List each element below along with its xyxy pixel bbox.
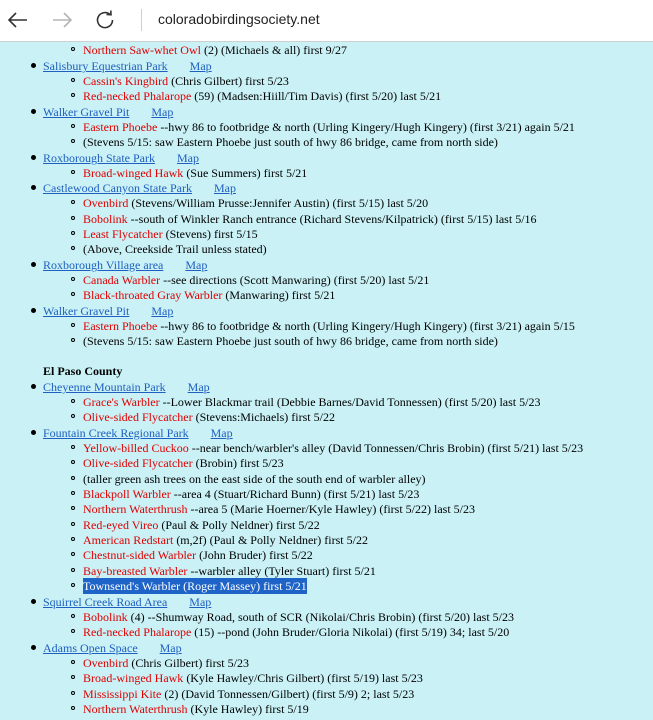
bird-name: Northern Waterthrush	[83, 702, 188, 716]
location-line	[43, 640, 182, 656]
sighting-details: (Above, Creekside Trail unless stated)	[83, 242, 267, 256]
sighting-line	[83, 471, 426, 487]
sighting-details: (Chris Gilbert) first 5/23	[128, 656, 249, 670]
bullet-circle-icon	[71, 292, 75, 296]
bird-name: Cassin's Kingbird	[83, 74, 169, 88]
map-link[interactable]: Map	[177, 151, 199, 165]
bullet-circle-icon	[71, 170, 75, 174]
map-link[interactable]: Map	[210, 426, 233, 440]
back-button[interactable]	[5, 8, 31, 32]
bullet-circle-icon	[71, 491, 75, 495]
location-link[interactable]: Castlewood Canyon State Park	[43, 181, 192, 195]
bird-name: Ovenbird	[83, 196, 129, 210]
sighting-line	[83, 547, 313, 563]
bullet-circle-icon	[71, 216, 75, 220]
sighting-details: --south of Winkler Ranch entrance (Richard Stevens/Kilpatrick) (first 5/15) last 5/16	[127, 212, 537, 226]
bird-name: Red-necked Phalarope	[83, 89, 192, 103]
bird-name: Eastern Phoebe	[83, 120, 158, 134]
bullet-disc-icon	[31, 430, 36, 435]
bullet-circle-icon	[71, 414, 75, 418]
sighting-line	[83, 486, 419, 502]
map-link[interactable]: Map	[159, 641, 182, 655]
bird-name: Red-eyed Vireo	[83, 518, 159, 532]
bird-name: Black-throated Gray Warbler	[83, 288, 223, 302]
bullet-disc-icon	[31, 308, 36, 313]
toolbar-separator	[141, 9, 142, 31]
sighting-details: (Sue Summers) first 5/21	[183, 166, 308, 180]
map-link[interactable]: Map	[151, 105, 174, 119]
location-line	[43, 150, 199, 166]
bullet-circle-icon	[71, 93, 75, 97]
sighting-details: (Stevens 5/15: saw Eastern Phoebe just south of hwy 86 bridge, came from north side)	[83, 135, 498, 149]
bird-name: Townsend's Warbler	[83, 579, 181, 593]
sighting-details: (Stevens 5/15: saw Eastern Phoebe just south of hwy 86 bridge, came from north side)	[83, 334, 498, 348]
bullet-circle-icon	[71, 78, 75, 82]
back-arrow-icon	[7, 11, 29, 29]
location-link[interactable]: Adams Open Space	[43, 641, 138, 655]
selected-sighting-line	[83, 578, 307, 594]
page-content	[0, 42, 653, 720]
sighting-details: (59) (Madsen:Hiill/Tim Davis) (first 5/20) last 5/21	[191, 89, 442, 103]
sighting-line	[83, 333, 498, 349]
bullet-disc-icon	[31, 109, 36, 114]
bullet-circle-icon	[71, 614, 75, 618]
sighting-details: --area 4 (Stuart/Richard Bunn) (first 5/21) last 5/23	[170, 487, 420, 501]
sighting-line	[83, 501, 475, 517]
location-link[interactable]: Fountain Creek Regional Park	[43, 426, 189, 440]
sighting-line	[83, 318, 575, 334]
sighting-details: (Manwaring) first 5/21	[222, 288, 336, 302]
bullet-circle-icon	[71, 476, 75, 480]
bird-name: Chestnut-sided Warbler	[83, 548, 197, 562]
sighting-details: (Kyle Hawley) first 5/19	[187, 702, 309, 716]
sighting-details: (Chris Gilbert) first 5/23	[168, 74, 289, 88]
map-link[interactable]: Map	[189, 59, 212, 73]
location-link[interactable]: Roxborough State Park	[43, 151, 155, 165]
bullet-circle-icon	[71, 629, 75, 633]
location-link[interactable]: Salisbury Equestrian Park	[43, 59, 168, 73]
sighting-line	[83, 455, 284, 471]
location-link[interactable]: Cheyenne Mountain Park	[43, 380, 166, 394]
bullet-circle-icon	[71, 139, 75, 143]
location-line	[43, 379, 210, 395]
sighting-line	[83, 701, 309, 717]
forward-button[interactable]	[49, 8, 75, 32]
sighting-line	[83, 670, 423, 686]
sighting-details: (Brobin) first 5/23	[192, 456, 284, 470]
bird-name: Ovenbird	[83, 656, 129, 670]
sighting-details: (Stevens/William Prusse:Jennifer Austin) (first 5/15) last 5/20	[128, 196, 429, 210]
sighting-details: --see directions (Scott Manwaring) (first 5/20) last 5/21	[160, 273, 430, 287]
sighting-line	[83, 624, 509, 640]
bird-name: Yellow-billed Cuckoo	[83, 441, 189, 455]
bullet-disc-icon	[31, 384, 36, 389]
sighting-details: (15) --pond (John Bruder/Gloria Nikolai) (first 5/19) 34; last 5/20	[191, 625, 510, 639]
sighting-line	[83, 226, 258, 242]
sighting-line	[83, 88, 441, 104]
bird-name: Bobolink	[83, 610, 128, 624]
bird-name: American Redstart	[83, 533, 174, 547]
sighting-details: --hwy 86 to footbridge & north (Urling Kingery/Hugh Kingery) (first 3/21) again 5/21	[157, 120, 575, 134]
sighting-line	[83, 134, 498, 150]
sighting-details: (John Bruder) first 5/22	[196, 548, 313, 562]
bullet-disc-icon	[31, 599, 36, 604]
forward-arrow-icon	[51, 11, 73, 29]
bullet-disc-icon	[31, 185, 36, 190]
bullet-circle-icon	[71, 338, 75, 342]
bird-name: Bay-breasted Warbler	[83, 564, 188, 578]
sighting-line	[83, 686, 414, 702]
sighting-details: --near bench/warbler's alley (David Tonnessen/Chris Brobin) (first 5/21) last 5/23	[188, 441, 584, 455]
location-link[interactable]: Walker Gravel Pit	[43, 304, 130, 318]
bullet-disc-icon	[31, 645, 36, 650]
location-link[interactable]: Squirrel Creek Road Area	[43, 595, 168, 609]
location-line	[43, 58, 212, 74]
bullet-circle-icon	[71, 552, 75, 556]
bird-name: Canada Warbler	[83, 273, 161, 287]
bird-name: Olive-sided Flycatcher	[83, 410, 193, 424]
bird-name: Grace's Warbler	[83, 395, 160, 409]
bullet-circle-icon	[71, 568, 75, 572]
refresh-button[interactable]	[92, 8, 118, 32]
address-bar[interactable]: coloradobirdingsociety.net	[158, 11, 320, 27]
bullet-circle-icon	[71, 522, 75, 526]
location-line	[43, 594, 211, 610]
sighting-line	[83, 195, 428, 211]
sighting-line	[83, 73, 289, 89]
sighting-line	[83, 394, 540, 410]
map-link[interactable]: Map	[151, 304, 174, 318]
bullet-circle-icon	[71, 675, 75, 679]
sighting-line	[83, 119, 575, 135]
map-link[interactable]: Map	[187, 380, 210, 394]
sighting-details: (Paul & Polly Neldner) first 5/22	[158, 518, 320, 532]
bullet-circle-icon	[71, 583, 75, 587]
bullet-disc-icon	[31, 262, 36, 267]
sighting-line	[83, 609, 514, 625]
sighting-line	[83, 165, 307, 181]
sighting-details: (Roger Massey) first 5/21	[180, 579, 307, 593]
sighting-details: --Lower Blackmar trail (Debbie Barnes/David Tonnessen) (first 5/20) last 5/23	[159, 395, 541, 409]
bullet-circle-icon	[71, 506, 75, 510]
bullet-circle-icon	[71, 445, 75, 449]
sighting-details: --hwy 86 to footbridge & north (Urling Kingery/Hugh Kingery) (first 3/21) again 5/15	[157, 319, 575, 333]
bullet-circle-icon	[71, 399, 75, 403]
bird-name: Broad-winged Hawk	[83, 671, 184, 685]
map-link[interactable]: Map	[213, 181, 236, 195]
sighting-details: (4) --Shumway Road, south of SCR (Nikolai/Chris Brobin) (first 5/20) last 5/23	[127, 610, 514, 624]
bird-name: Olive-sided Flycatcher	[83, 456, 193, 470]
bird-name: Red-necked Phalarope	[83, 625, 192, 639]
sighting-line	[83, 532, 368, 548]
refresh-icon	[94, 9, 116, 31]
location-line	[43, 425, 233, 441]
bullet-circle-icon	[71, 277, 75, 281]
location-line	[43, 257, 207, 273]
bird-name: Northern Waterthrush	[83, 502, 188, 516]
bullet-circle-icon	[71, 691, 75, 695]
map-link[interactable]: Map	[185, 258, 208, 272]
sighting-line	[83, 563, 376, 579]
sighting-line	[83, 655, 249, 671]
location-line	[43, 180, 236, 196]
bullet-circle-icon	[71, 231, 75, 235]
bird-name: Least Flycatcher	[83, 227, 163, 241]
sighting-details: (Stevens:Michaels) first 5/22	[192, 410, 335, 424]
sighting-line	[83, 42, 347, 58]
location-line	[43, 303, 173, 319]
sighting-details: --warbler alley (Tyler Stuart) first 5/21	[187, 564, 376, 578]
map-link[interactable]: Map	[189, 595, 212, 609]
sighting-details: (2) (Michaels & all) first 9/27	[200, 43, 347, 57]
bird-name: Blackpoll Warbler	[83, 487, 171, 501]
sighting-line	[83, 241, 267, 257]
bullet-disc-icon	[31, 155, 36, 160]
sighting-line	[83, 211, 537, 227]
bullet-circle-icon	[71, 47, 75, 51]
sighting-line	[83, 517, 320, 533]
sighting-line	[83, 440, 583, 456]
location-link[interactable]: Roxborough Village area	[43, 258, 164, 272]
bullet-circle-icon	[71, 200, 75, 204]
sighting-details: (Stevens) first 5/15	[162, 227, 258, 241]
sighting-details: (Kyle Hawley/Chris Gilbert) (first 5/19) last 5/23	[183, 671, 423, 685]
bird-name: Northern Saw-whet Owl	[83, 43, 201, 57]
sighting-details: --area 5 (Marie Hoerner/Kyle Hawley) (first 5/22) last 5/23	[187, 502, 476, 516]
browser-toolbar	[0, 0, 653, 42]
location-link[interactable]: Walker Gravel Pit	[43, 105, 130, 119]
bird-name: Eastern Phoebe	[83, 319, 158, 333]
bird-name: Bobolink	[83, 212, 128, 226]
location-line	[43, 104, 173, 120]
bullet-circle-icon	[71, 246, 75, 250]
bullet-circle-icon	[71, 660, 75, 664]
bird-name: Mississippi Kite	[83, 687, 162, 701]
bullet-circle-icon	[71, 460, 75, 464]
sighting-line	[83, 409, 335, 425]
bird-name: Broad-winged Hawk	[83, 166, 184, 180]
sighting-details: (2) (David Tonnessen/Gilbert) (first 5/9) 2; last 5/23	[161, 687, 415, 701]
sighting-details: (taller green ash trees on the east side of the south end of warbler alley)	[83, 472, 426, 486]
sighting-line	[83, 287, 335, 303]
bullet-disc-icon	[31, 63, 36, 68]
sighting-line	[83, 272, 429, 288]
bullet-circle-icon	[71, 323, 75, 327]
sighting-details: (m,2f) (Paul & Polly Neldner) first 5/22	[173, 533, 368, 547]
bullet-circle-icon	[71, 124, 75, 128]
bullet-circle-icon	[71, 706, 75, 710]
bullet-circle-icon	[71, 537, 75, 541]
county-name: El Paso County	[43, 364, 123, 378]
